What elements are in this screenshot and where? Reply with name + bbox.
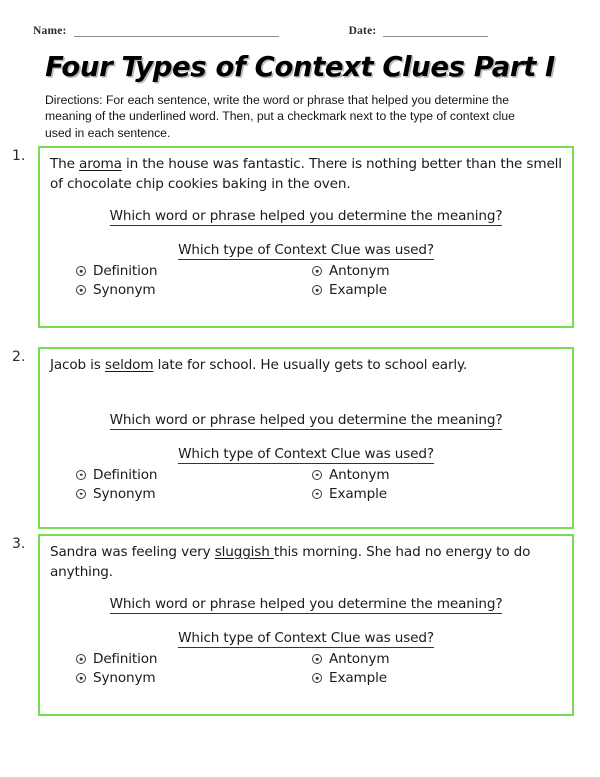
option-synonym[interactable] xyxy=(76,282,312,298)
clue-options xyxy=(50,263,562,298)
option-label: Definition xyxy=(93,263,158,279)
radio-icon[interactable] xyxy=(76,285,86,295)
option-label: Synonym xyxy=(93,670,156,686)
radio-icon[interactable] xyxy=(312,266,322,276)
question-number: 1. xyxy=(12,148,26,164)
clue-options xyxy=(50,467,562,502)
meaning-prompt xyxy=(50,412,562,428)
meaning-prompt-text: Which word or phrase helped you determine the meaning? xyxy=(109,411,503,428)
clue-type-question xyxy=(50,242,562,258)
radio-icon[interactable] xyxy=(76,654,86,664)
radio-icon[interactable] xyxy=(312,470,322,480)
sentence-after: this morning. She had no energy to do anything. xyxy=(50,544,531,580)
option-label: Example xyxy=(329,485,387,502)
option-label: Definition xyxy=(93,466,158,483)
option-definition[interactable] xyxy=(76,467,312,483)
option-label: Antonym xyxy=(329,651,390,667)
option-label: Synonym xyxy=(93,485,156,502)
option-example[interactable] xyxy=(312,282,562,298)
option-definition[interactable] xyxy=(76,651,312,667)
underlined-word: aroma xyxy=(79,156,122,172)
question-sentence xyxy=(50,155,562,194)
meaning-prompt-text: Which word or phrase helped you determine the meaning? xyxy=(109,596,503,612)
radio-icon[interactable] xyxy=(312,673,322,683)
option-label: Example xyxy=(329,282,387,298)
meaning-prompt xyxy=(50,208,562,224)
option-label: Antonym xyxy=(329,263,390,279)
option-label: Definition xyxy=(93,651,158,667)
clue-type-question-text: Which type of Context Clue was used? xyxy=(178,242,434,258)
radio-icon[interactable] xyxy=(76,266,86,276)
underlined-word: sluggish xyxy=(214,544,274,560)
option-label: Example xyxy=(329,670,387,686)
option-antonym[interactable] xyxy=(312,467,562,483)
question-number: 2. xyxy=(12,349,26,365)
meaning-prompt-text: Which word or phrase helped you determine the meaning? xyxy=(109,208,503,224)
option-synonym[interactable] xyxy=(76,670,312,686)
clue-type-question xyxy=(50,446,562,462)
option-definition[interactable] xyxy=(76,263,312,279)
option-label: Antonym xyxy=(329,466,390,483)
name-write-line[interactable] xyxy=(74,25,279,37)
radio-icon[interactable] xyxy=(76,673,86,683)
option-antonym[interactable] xyxy=(312,651,562,667)
underlined-word: seldom xyxy=(104,357,154,373)
clue-options xyxy=(50,651,562,686)
clue-type-question-text: Which type of Context Clue was used? xyxy=(178,630,434,646)
option-synonym[interactable] xyxy=(76,486,312,502)
option-example[interactable] xyxy=(312,486,562,502)
sentence-before: The xyxy=(50,156,80,172)
radio-icon[interactable] xyxy=(312,654,322,664)
radio-icon[interactable] xyxy=(76,489,86,499)
radio-icon[interactable] xyxy=(312,285,322,295)
clue-type-question xyxy=(50,630,562,646)
radio-icon[interactable] xyxy=(312,489,322,499)
sentence-after: in the house was fantastic. There is nothing better than the smell of chocolate chip cookies baking in the oven. xyxy=(50,156,562,192)
option-antonym[interactable] xyxy=(312,263,562,279)
question-box xyxy=(38,534,574,716)
date-label: Date: xyxy=(348,25,377,37)
name-date-header xyxy=(33,25,567,37)
question-box xyxy=(38,347,574,529)
clue-type-question-text: Which type of Context Clue was used? xyxy=(178,445,434,462)
name-label: Name: xyxy=(33,25,67,37)
meaning-prompt xyxy=(50,596,562,612)
directions-text: Directions: For each sentence, write the word or phrase that helped you determine the meaning of the underlined word. Then, put a checkmark next to the type of context clue used in each sentence. xyxy=(45,93,515,140)
sentence-before: Jacob is xyxy=(50,357,105,373)
question-box xyxy=(38,146,574,328)
question-number: 3. xyxy=(12,536,26,552)
option-label: Synonym xyxy=(93,282,156,298)
question-sentence xyxy=(50,356,562,376)
date-write-line[interactable] xyxy=(383,25,488,37)
sentence-after: late for school. He usually gets to school early. xyxy=(153,357,468,373)
option-example[interactable] xyxy=(312,670,562,686)
radio-icon[interactable] xyxy=(76,470,86,480)
question-sentence xyxy=(50,543,562,582)
page-title: Four Types of Context Clues Part I xyxy=(45,51,555,83)
sentence-before: Sandra was feeling very xyxy=(50,544,215,560)
